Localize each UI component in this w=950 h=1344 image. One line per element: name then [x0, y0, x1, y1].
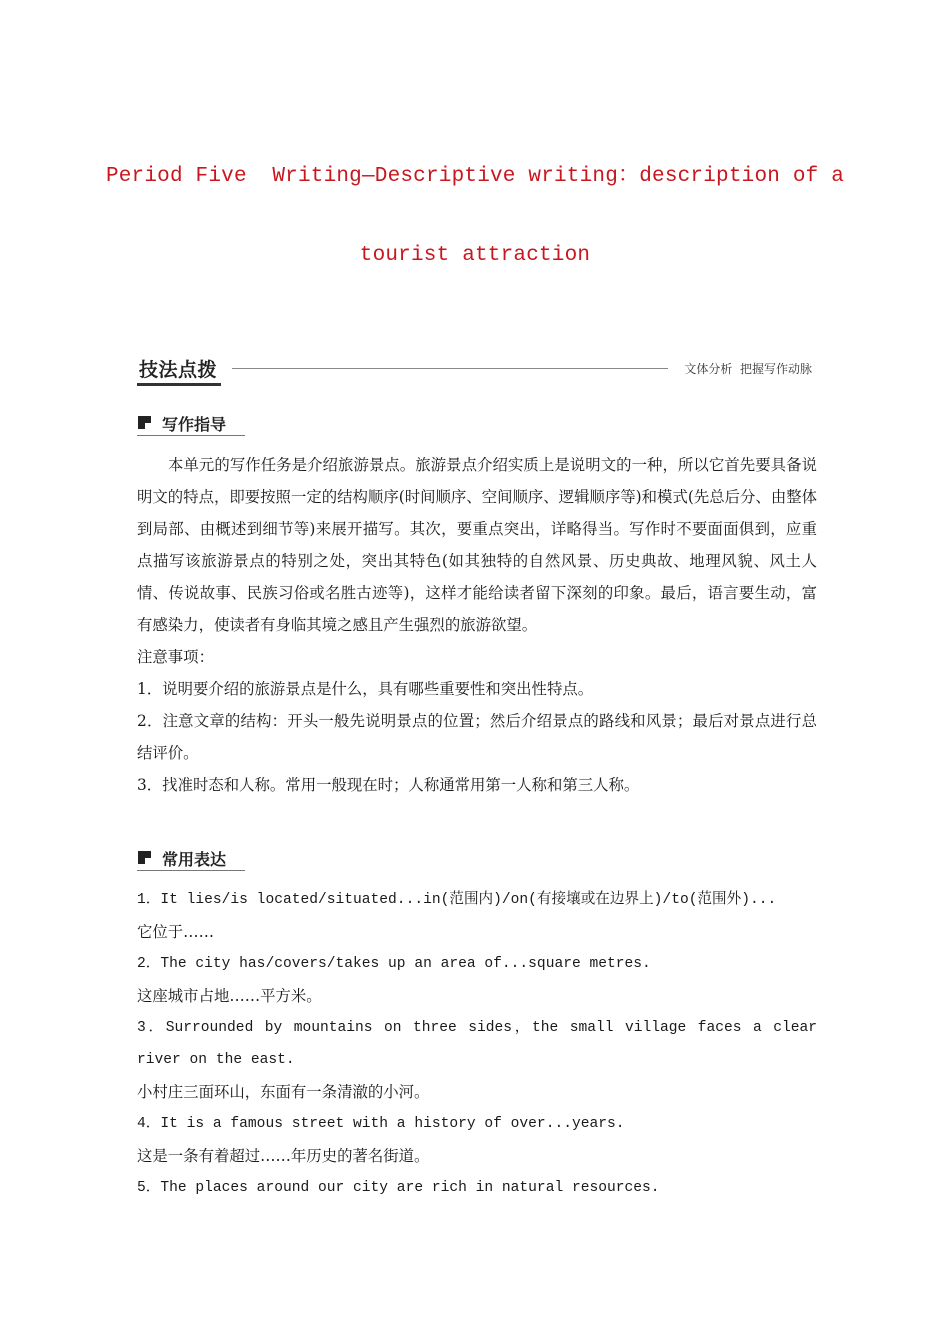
expression-chinese: 小村庄三面环山，东面有一条清澈的小河。 [137, 1083, 430, 1101]
notes-label: 注意事项： [137, 648, 214, 666]
writing-guide-block [137, 449, 817, 801]
page-title-line-1: Period Five Writing—Descriptive writing：description of a [105, 165, 845, 188]
banner-divider [232, 368, 668, 369]
section-title: 常用表达 [162, 850, 227, 869]
section-underline [137, 870, 245, 871]
expression-chinese: 这座城市占地……平方米。 [137, 987, 322, 1005]
expressions-block [137, 884, 817, 1204]
square-bullet-icon [138, 851, 151, 864]
note-item: 1．说明要介绍的旅游景点是什么，具有哪些重要性和突出性特点。 [137, 680, 594, 698]
expression-english: 4．It is a famous street with a history of over...years. [137, 1116, 625, 1132]
banner-title: 技法点拨 [139, 359, 218, 381]
expression-english: 1．It lies/is located/situated...in(范围内)/on(有接壤或在边界上)/to(范围外)... [137, 892, 777, 908]
expression-english: 2．The city has/covers/takes up an area of...square metres. [137, 956, 651, 972]
expression-english: 3．Surrounded by mountains on three sides，the small village faces a clear river on the east. [137, 1020, 817, 1068]
expression-chinese: 它位于…… [137, 923, 214, 941]
section-banner [137, 352, 812, 388]
guide-paragraph: 本单元的写作任务是介绍旅游景点。旅游景点介绍实质上是说明文的一种，所以它首先要具备说明文的特点，即要按照一定的结构顺序(时间顺序、空间顺序、逻辑顺序等)和模式(先总后分、由整体到局部、由概述到细节等)来展开描写。其次，要重点突出，详略得当。写作时不要面面俱到，应重点描写该旅游景点的特别之处，突出其特色(如其独特的自然风景、历史典故、地理风貌、风土人情、传说故事、民族习俗或名胜古迹等)，这样才能给读者留下深刻的印象。最后，语言要生动，富有感染力，使读者有身临其境之感且产生强烈的旅游欲望。 [137, 456, 817, 634]
note-item: 3．找准时态和人称。常用一般现在时；人称通常用第一人称和第三人称。 [137, 776, 640, 794]
expression-english: 5．The places around our city are rich in natural resources. [137, 1180, 660, 1196]
note-item: 2．注意文章的结构：开头一般先说明景点的位置；然后介绍景点的路线和风景；最后对景点进行总结评价。 [137, 712, 817, 762]
expression-chinese: 这是一条有着超过……年历史的著名街道。 [137, 1147, 430, 1165]
section-title: 写作指导 [162, 415, 227, 434]
section-underline [137, 435, 245, 436]
banner-underline [137, 383, 221, 386]
banner-subtitle: 文体分析 把握写作动脉 [684, 362, 812, 376]
square-bullet-icon [138, 416, 151, 429]
page-title-line-2: tourist attraction [359, 244, 591, 267]
